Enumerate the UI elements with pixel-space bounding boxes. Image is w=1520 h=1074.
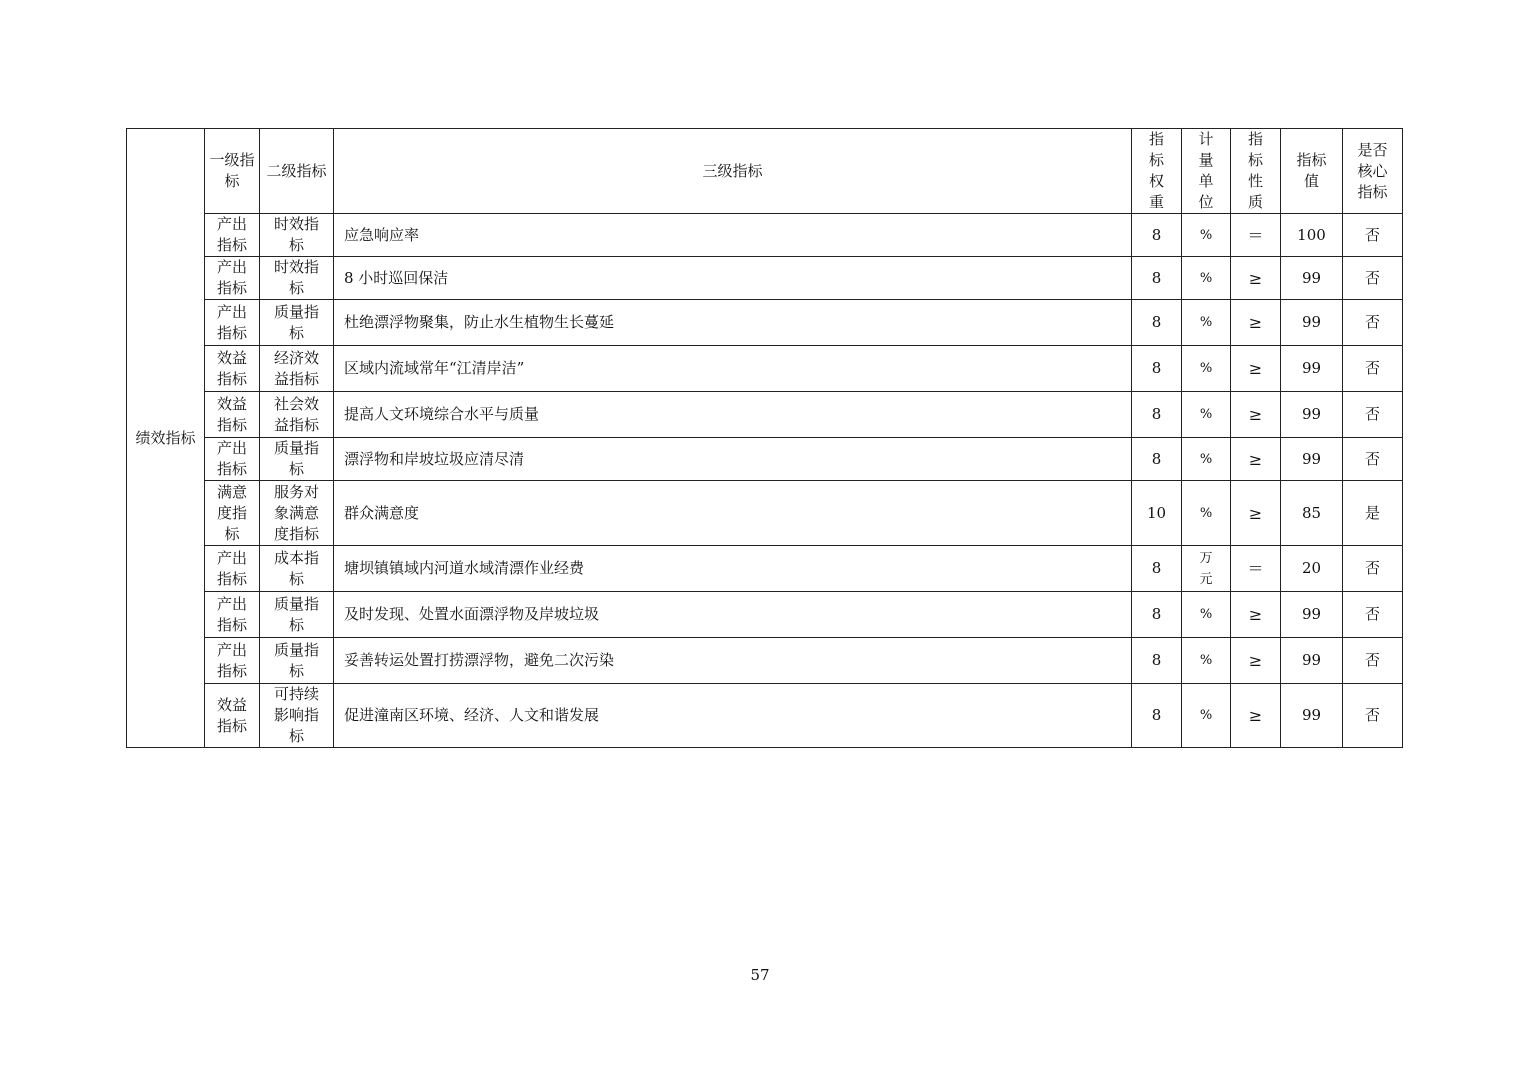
level1-cell: 产出指标 bbox=[205, 214, 260, 257]
level3-cell: 促进潼南区环境、经济、人文和谐发展 bbox=[334, 684, 1132, 748]
unit-cell: % bbox=[1182, 438, 1231, 481]
unit-cell: % bbox=[1182, 257, 1231, 300]
level2-cell: 质量指标 bbox=[260, 638, 334, 684]
unit-cell: % bbox=[1182, 638, 1231, 684]
unit-cell: % bbox=[1182, 300, 1231, 346]
level1-cell: 产出指标 bbox=[205, 546, 260, 592]
value-cell: 99 bbox=[1281, 438, 1343, 481]
table-row bbox=[127, 392, 1403, 438]
level2-cell: 时效指标 bbox=[260, 214, 334, 257]
level1-cell: 产出指标 bbox=[205, 592, 260, 638]
level2-cell: 成本指标 bbox=[260, 546, 334, 592]
table-row bbox=[127, 638, 1403, 684]
value-cell: 99 bbox=[1281, 638, 1343, 684]
core-cell: 否 bbox=[1343, 638, 1403, 684]
value-cell: 99 bbox=[1281, 300, 1343, 346]
core-cell: 否 bbox=[1343, 546, 1403, 592]
header-unit: 计量单位 bbox=[1182, 129, 1231, 214]
level3-cell: 应急响应率 bbox=[334, 214, 1132, 257]
core-cell: 否 bbox=[1343, 300, 1403, 346]
value-cell: 99 bbox=[1281, 257, 1343, 300]
table-row bbox=[127, 481, 1403, 546]
nature-cell: ≥ bbox=[1231, 300, 1281, 346]
core-cell: 否 bbox=[1343, 214, 1403, 257]
nature-cell: ≥ bbox=[1231, 392, 1281, 438]
nature-cell: ≥ bbox=[1231, 438, 1281, 481]
table-row bbox=[127, 300, 1403, 346]
value-cell: 20 bbox=[1281, 546, 1343, 592]
nature-cell: ≥ bbox=[1231, 257, 1281, 300]
group-label-cell: 绩效指标 bbox=[127, 129, 205, 748]
unit-cell: % bbox=[1182, 214, 1231, 257]
level2-cell: 质量指标 bbox=[260, 592, 334, 638]
unit-cell: % bbox=[1182, 684, 1231, 748]
table-row bbox=[127, 438, 1403, 481]
level2-cell: 经济效益指标 bbox=[260, 346, 334, 392]
level2-cell: 服务对象满意度指标 bbox=[260, 481, 334, 546]
value-cell: 99 bbox=[1281, 392, 1343, 438]
level2-cell: 质量指标 bbox=[260, 300, 334, 346]
level1-cell: 产出指标 bbox=[205, 638, 260, 684]
nature-cell: ≥ bbox=[1231, 481, 1281, 546]
level3-cell: 区域内流域常年“江清岸洁” bbox=[334, 346, 1132, 392]
level3-cell: 杜绝漂浮物聚集，防止水生植物生长蔓延 bbox=[334, 300, 1132, 346]
nature-cell: ≥ bbox=[1231, 684, 1281, 748]
level2-cell: 质量指标 bbox=[260, 438, 334, 481]
level3-cell: 妥善转运处置打捞漂浮物，避免二次污染 bbox=[334, 638, 1132, 684]
header-nature: 指标性质 bbox=[1231, 129, 1281, 214]
unit-cell: % bbox=[1182, 592, 1231, 638]
weight-cell: 8 bbox=[1132, 257, 1182, 300]
value-cell: 99 bbox=[1281, 684, 1343, 748]
unit-cell: 万元 bbox=[1182, 546, 1231, 592]
level2-cell: 时效指标 bbox=[260, 257, 334, 300]
core-cell: 否 bbox=[1343, 346, 1403, 392]
weight-cell: 8 bbox=[1132, 638, 1182, 684]
level3-cell: 塘坝镇镇域内河道水域清漂作业经费 bbox=[334, 546, 1132, 592]
header-value: 指标值 bbox=[1281, 129, 1343, 214]
level1-cell: 效益指标 bbox=[205, 684, 260, 748]
core-cell: 否 bbox=[1343, 257, 1403, 300]
level3-cell: 群众满意度 bbox=[334, 481, 1132, 546]
level1-cell: 满意度指标 bbox=[205, 481, 260, 546]
header-weight: 指标权重 bbox=[1132, 129, 1182, 214]
nature-cell: ＝ bbox=[1231, 546, 1281, 592]
level3-cell: 及时发现、处置水面漂浮物及岸坡垃圾 bbox=[334, 592, 1132, 638]
table-row bbox=[127, 214, 1403, 257]
weight-cell: 8 bbox=[1132, 438, 1182, 481]
weight-cell: 8 bbox=[1132, 300, 1182, 346]
nature-cell: ＝ bbox=[1231, 214, 1281, 257]
header-core: 是否核心指标 bbox=[1343, 129, 1403, 214]
core-cell: 否 bbox=[1343, 438, 1403, 481]
value-cell: 85 bbox=[1281, 481, 1343, 546]
page-number: 57 bbox=[750, 966, 770, 984]
weight-cell: 8 bbox=[1132, 346, 1182, 392]
weight-cell: 10 bbox=[1132, 481, 1182, 546]
table-row bbox=[127, 592, 1403, 638]
level1-cell: 效益指标 bbox=[205, 392, 260, 438]
weight-cell: 8 bbox=[1132, 684, 1182, 748]
core-cell: 否 bbox=[1343, 392, 1403, 438]
table-row bbox=[127, 257, 1403, 300]
header-level3: 三级指标 bbox=[334, 129, 1132, 214]
header-level1: 一级指标 bbox=[205, 129, 260, 214]
core-cell: 是 bbox=[1343, 481, 1403, 546]
unit-cell: % bbox=[1182, 392, 1231, 438]
unit-cell: % bbox=[1182, 481, 1231, 546]
table-row bbox=[127, 546, 1403, 592]
level1-cell: 产出指标 bbox=[205, 300, 260, 346]
level2-cell: 可持续影响指标 bbox=[260, 684, 334, 748]
level3-cell: 8 小时巡回保洁 bbox=[334, 257, 1132, 300]
header-row bbox=[127, 129, 1403, 214]
value-cell: 100 bbox=[1281, 214, 1343, 257]
nature-cell: ≥ bbox=[1231, 638, 1281, 684]
level1-cell: 效益指标 bbox=[205, 346, 260, 392]
core-cell: 否 bbox=[1343, 684, 1403, 748]
unit-cell: % bbox=[1182, 346, 1231, 392]
weight-cell: 8 bbox=[1132, 546, 1182, 592]
level2-cell: 社会效益指标 bbox=[260, 392, 334, 438]
weight-cell: 8 bbox=[1132, 392, 1182, 438]
level3-cell: 漂浮物和岸坡垃圾应清尽清 bbox=[334, 438, 1132, 481]
header-level2: 二级指标 bbox=[260, 129, 334, 214]
level1-cell: 产出指标 bbox=[205, 257, 260, 300]
value-cell: 99 bbox=[1281, 592, 1343, 638]
table-row bbox=[127, 684, 1403, 748]
nature-cell: ≥ bbox=[1231, 346, 1281, 392]
performance-indicator-table bbox=[126, 128, 1403, 748]
nature-cell: ≥ bbox=[1231, 592, 1281, 638]
weight-cell: 8 bbox=[1132, 592, 1182, 638]
table-row bbox=[127, 346, 1403, 392]
level3-cell: 提高人文环境综合水平与质量 bbox=[334, 392, 1132, 438]
weight-cell: 8 bbox=[1132, 214, 1182, 257]
value-cell: 99 bbox=[1281, 346, 1343, 392]
level1-cell: 产出指标 bbox=[205, 438, 260, 481]
core-cell: 否 bbox=[1343, 592, 1403, 638]
